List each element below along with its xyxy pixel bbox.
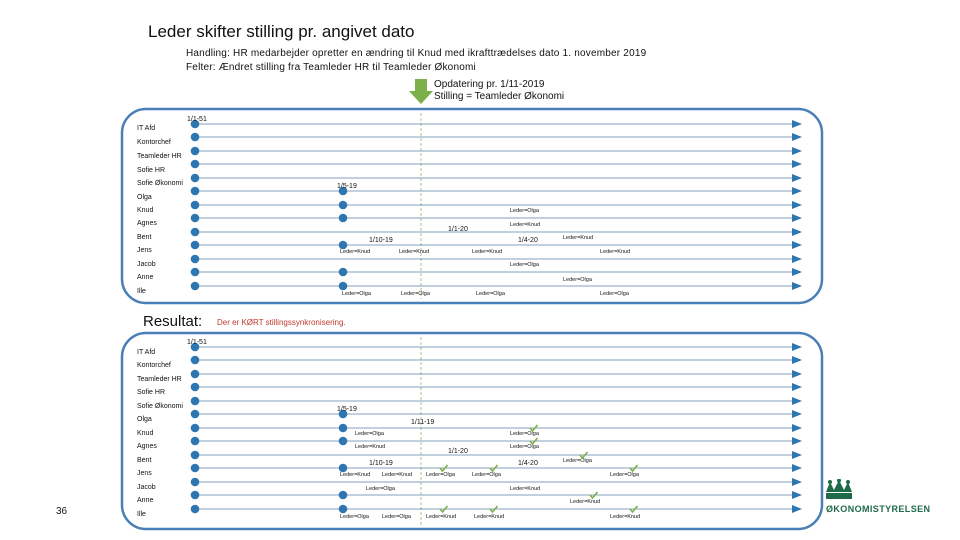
date-label: 1/11-19 bbox=[411, 419, 435, 426]
timeline-arrowhead-icon bbox=[792, 120, 802, 128]
timeline-node bbox=[339, 268, 348, 277]
timeline-arrowhead-icon bbox=[792, 410, 802, 418]
timeline-arrowhead-icon bbox=[792, 383, 802, 391]
leader-label: Leder=Olga bbox=[510, 208, 539, 214]
timeline-arrowhead-icon bbox=[792, 397, 802, 405]
leader-label: Leder=Olga bbox=[472, 472, 501, 478]
timeline-arrowhead-icon bbox=[792, 255, 802, 263]
timeline-arrowhead-icon bbox=[792, 437, 802, 445]
timeline-node bbox=[191, 505, 200, 514]
leader-label: Leder=Knud bbox=[472, 249, 503, 255]
timeline-node bbox=[191, 478, 200, 487]
row-label: Sofie HR bbox=[137, 167, 166, 174]
leader-label: Leder=Knud bbox=[355, 444, 386, 450]
row-label: Knud bbox=[137, 430, 154, 437]
result-note: Der er KØRT stillingssynkronisering. bbox=[217, 318, 346, 327]
leader-label: Leder=Olga bbox=[510, 431, 539, 437]
leader-label: Leder=Olga bbox=[510, 262, 539, 268]
row-label: Teamleder HR bbox=[137, 376, 182, 383]
date-label: 1/4-20 bbox=[518, 237, 538, 244]
timeline-arrowhead-icon bbox=[792, 370, 802, 378]
leader-label: Leder=Olga bbox=[342, 291, 371, 297]
row-label: Agnes bbox=[137, 220, 157, 227]
date-label: 1/1-51 bbox=[187, 339, 207, 346]
row-label: Jens bbox=[137, 247, 152, 254]
date-label: 1/10-19 bbox=[369, 460, 393, 467]
leader-label: Leder=Olga bbox=[355, 431, 384, 437]
row-label: Ille bbox=[137, 511, 146, 518]
timeline-node bbox=[191, 174, 200, 183]
timeline-arrowhead-icon bbox=[792, 160, 802, 168]
timeline-arrowhead-icon bbox=[792, 174, 802, 182]
row-label: Olga bbox=[137, 416, 152, 423]
leader-label: Leder=Knud bbox=[600, 249, 631, 255]
timeline-node bbox=[191, 410, 200, 419]
slide-title: Leder skifter stilling pr. angivet dato bbox=[148, 22, 415, 41]
timeline-node bbox=[339, 424, 348, 433]
row-label: Jacob bbox=[137, 261, 156, 268]
timeline-node bbox=[191, 268, 200, 277]
leader-label: Leder=Knud bbox=[510, 222, 541, 228]
timeline-node bbox=[339, 437, 348, 446]
timeline-node bbox=[191, 424, 200, 433]
timeline-node bbox=[191, 147, 200, 156]
timeline-arrowhead-icon bbox=[792, 201, 802, 209]
timeline-node bbox=[339, 201, 348, 210]
timeline-arrowhead-icon bbox=[792, 505, 802, 513]
leader-label: Leder=Olga bbox=[426, 472, 455, 478]
timeline-arrowhead-icon bbox=[792, 268, 802, 276]
timeline-arrowhead-icon bbox=[792, 478, 802, 486]
timeline-node bbox=[191, 370, 200, 379]
row-label: Jens bbox=[137, 470, 152, 477]
timeline-node bbox=[339, 241, 348, 250]
timeline-arrowhead-icon bbox=[792, 343, 802, 351]
row-label: Bent bbox=[137, 234, 152, 241]
leader-label: Leder=Olga bbox=[600, 291, 629, 297]
timeline-arrowhead-icon bbox=[792, 214, 802, 222]
timeline-arrowhead-icon bbox=[792, 133, 802, 141]
timeline-node bbox=[191, 282, 200, 291]
leader-label: Leder=Olga bbox=[401, 291, 430, 297]
leader-label: Leder=Olga bbox=[366, 486, 395, 492]
timeline-node bbox=[191, 356, 200, 365]
row-label: Sofie Økonomi bbox=[137, 403, 183, 410]
timeline-arrowhead-icon bbox=[792, 282, 802, 290]
row-label: Jacob bbox=[137, 484, 156, 491]
row-label: Sofie Økonomi bbox=[137, 180, 183, 187]
timeline-arrowhead-icon bbox=[792, 424, 802, 432]
date-label: 1/5-19 bbox=[337, 183, 357, 190]
timeline-node bbox=[191, 228, 200, 237]
row-label: Bent bbox=[137, 457, 152, 464]
date-label: 1/1-20 bbox=[448, 448, 468, 455]
timeline-node bbox=[191, 214, 200, 223]
timeline-arrowhead-icon bbox=[792, 187, 802, 195]
leader-label: Leder=Knud bbox=[426, 514, 457, 520]
leader-label: Leder=Knud bbox=[474, 514, 505, 520]
page-number: 36 bbox=[56, 506, 68, 517]
row-label: Sofie HR bbox=[137, 389, 166, 396]
row-label: Kontorchef bbox=[137, 139, 171, 146]
row-label: Anne bbox=[137, 274, 154, 281]
timeline-node bbox=[191, 241, 200, 250]
leader-label: Leder=Knud bbox=[382, 472, 413, 478]
row-label: Anne bbox=[137, 497, 154, 504]
timeline-arrowhead-icon bbox=[792, 491, 802, 499]
date-label: 1/4-20 bbox=[518, 460, 538, 467]
logo-text: ØKONOMISTYRELSEN bbox=[826, 504, 931, 514]
timeline-arrowhead-icon bbox=[792, 228, 802, 236]
timeline-node bbox=[191, 187, 200, 196]
leader-label: Leder=Knud bbox=[563, 235, 594, 241]
timeline-arrowhead-icon bbox=[792, 451, 802, 459]
after-panel bbox=[122, 333, 822, 529]
timeline-node bbox=[191, 437, 200, 446]
date-label: 1/1-20 bbox=[448, 226, 468, 233]
row-label: IT Afd bbox=[137, 349, 156, 356]
leader-label: Leder=Knud bbox=[340, 472, 371, 478]
handling-text: Handling: HR medarbejder opretter en ændring til Knud med ikrafttrædelses dato 1. november 2019 bbox=[186, 48, 647, 59]
timeline-arrowhead-icon bbox=[792, 241, 802, 249]
timeline-node bbox=[191, 133, 200, 142]
update-line-2: Stilling = Teamleder Økonomi bbox=[434, 91, 565, 102]
timeline-node bbox=[339, 505, 348, 514]
timeline-node bbox=[191, 491, 200, 500]
panel-border bbox=[122, 333, 822, 529]
row-label: Ille bbox=[137, 288, 146, 295]
result-label: Resultat: bbox=[143, 313, 203, 330]
update-arrow-icon bbox=[409, 79, 433, 104]
timeline-node bbox=[339, 214, 348, 223]
leader-label: Leder=Olga bbox=[476, 291, 505, 297]
date-label: 1/5-19 bbox=[337, 406, 357, 413]
leader-label: Leder=Olga bbox=[510, 444, 539, 450]
timeline-node bbox=[339, 491, 348, 500]
timeline-node bbox=[191, 160, 200, 169]
leader-label: Leder=Knud bbox=[610, 514, 641, 520]
leader-label: Leder=Olga bbox=[563, 458, 592, 464]
timeline-node bbox=[191, 383, 200, 392]
leader-label: Leder=Knud bbox=[570, 499, 601, 505]
leader-label: Leder=Olga bbox=[340, 514, 369, 520]
timeline-node bbox=[339, 464, 348, 473]
leader-label: Leder=Knud bbox=[340, 249, 371, 255]
row-label: Agnes bbox=[137, 443, 157, 450]
timeline-node bbox=[191, 464, 200, 473]
timeline-node bbox=[191, 201, 200, 210]
timeline-arrowhead-icon bbox=[792, 147, 802, 155]
felter-text: Felter: Ændret stilling fra Teamleder HR til Teamleder Økonomi bbox=[186, 62, 476, 73]
row-label: Teamleder HR bbox=[137, 153, 182, 160]
row-label: IT Afd bbox=[137, 125, 156, 132]
update-line-1: Opdatering pr. 1/11-2019 bbox=[434, 79, 545, 90]
leader-label: Leder=Knud bbox=[399, 249, 430, 255]
leader-label: Leder=Olga bbox=[610, 472, 639, 478]
row-label: Kontorchef bbox=[137, 362, 171, 369]
date-label: 1/1-51 bbox=[187, 116, 207, 123]
timeline-node bbox=[191, 255, 200, 264]
timeline-node bbox=[191, 451, 200, 460]
timeline-arrowhead-icon bbox=[792, 464, 802, 472]
leader-label: Leder=Olga bbox=[382, 514, 411, 520]
timeline-arrowhead-icon bbox=[792, 356, 802, 364]
leader-label: Leder=Olga bbox=[563, 277, 592, 283]
down-arrow-shape bbox=[409, 79, 433, 104]
date-label: 1/10-19 bbox=[369, 237, 393, 244]
timeline-node bbox=[191, 397, 200, 406]
leader-label: Leder=Knud bbox=[510, 486, 541, 492]
before-panel bbox=[122, 109, 822, 303]
row-label: Knud bbox=[137, 207, 154, 214]
timeline-node bbox=[339, 282, 348, 291]
panel-border bbox=[122, 109, 822, 303]
row-label: Olga bbox=[137, 194, 152, 201]
